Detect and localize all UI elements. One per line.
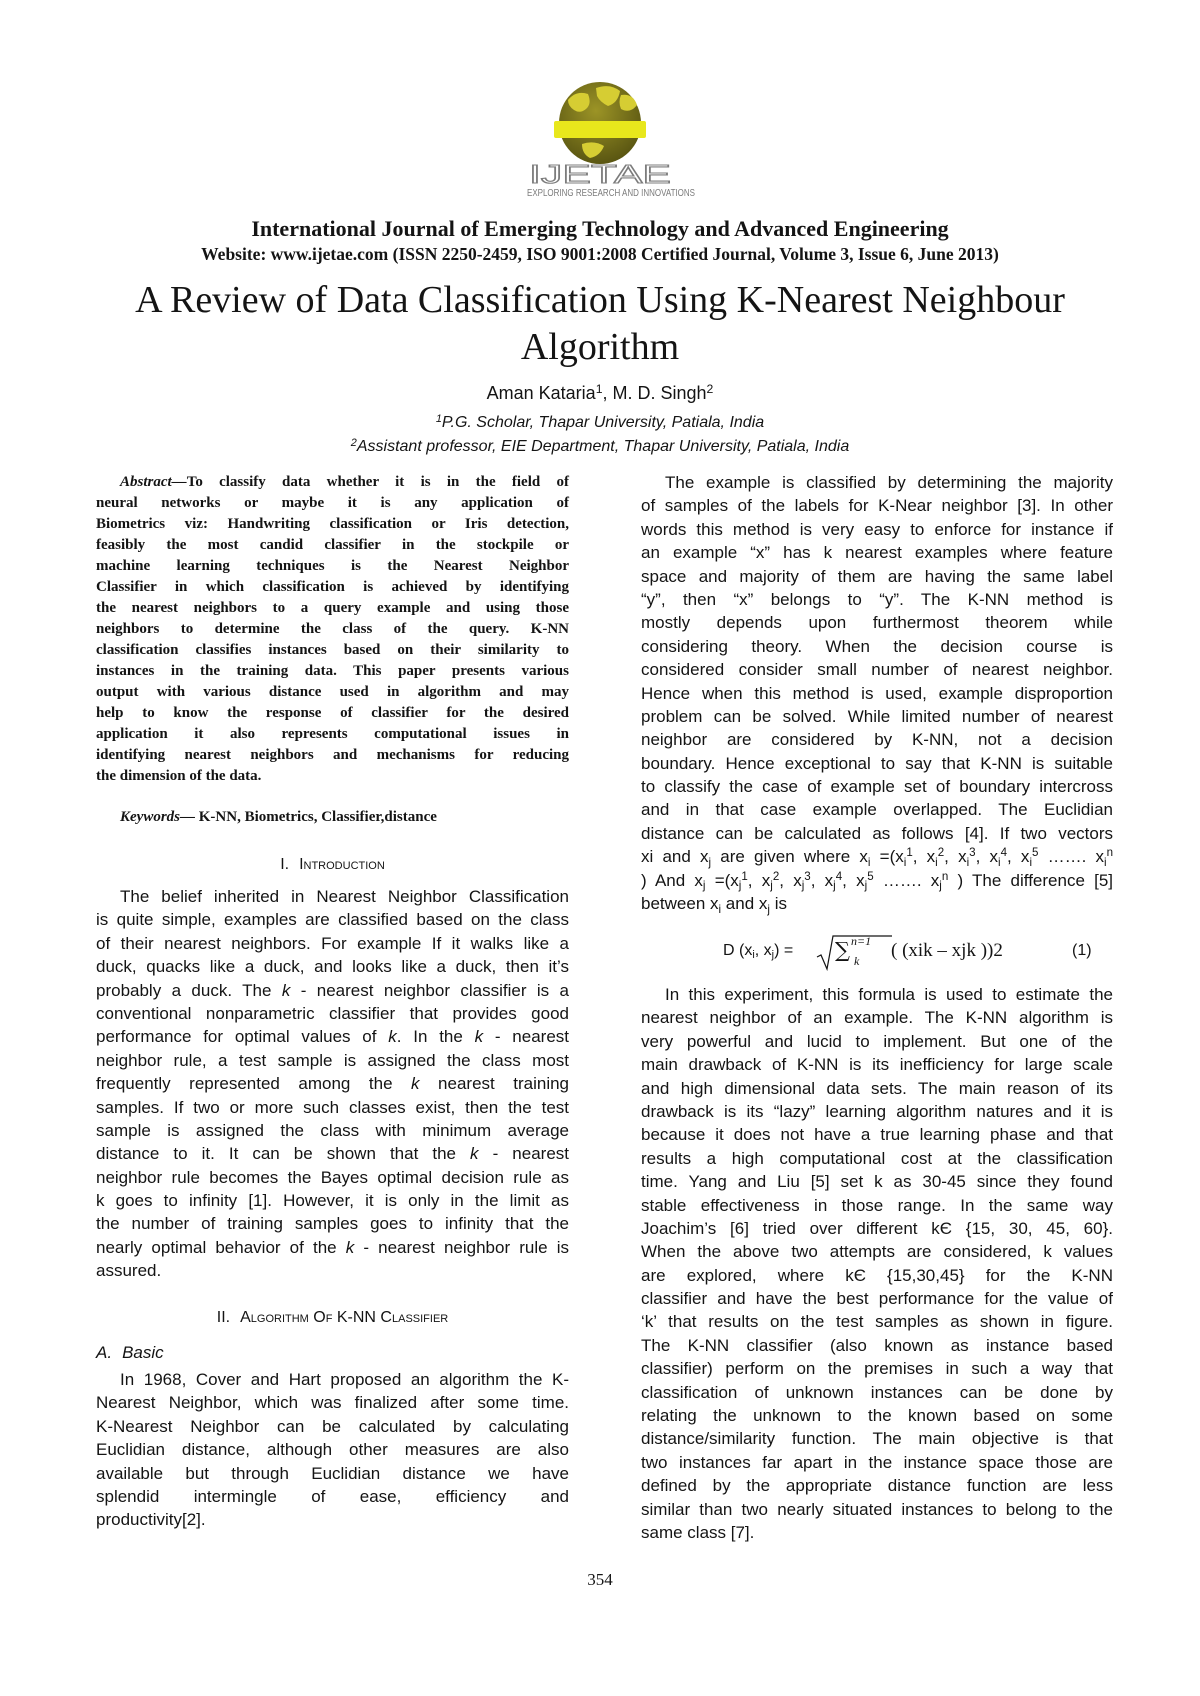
paragraph-line: very powerful and lucid to implement. But one of the: [641, 1031, 1113, 1051]
subscript: j: [833, 880, 836, 893]
subscript: j: [738, 880, 742, 893]
paragraph-line: productivity[2].: [96, 1510, 206, 1530]
subscript: i: [718, 903, 722, 916]
paragraph-line: the number of training samples goes to infinity that the: [96, 1214, 569, 1234]
italic-text: Abstract—: [120, 474, 187, 490]
paragraph-line: distance/similarity function. The main objective is that: [641, 1429, 1113, 1449]
superscript: 2: [350, 436, 357, 449]
equation-rhs: ( (xik – xjk ))2: [891, 940, 1003, 961]
paper-title-line-1: A Review of Data Classification Using K-Nearest Neighbour: [135, 279, 1065, 321]
superscript: 1: [906, 847, 913, 860]
paragraph-line: and in that case example overlapped. The Euclidian: [641, 800, 1113, 820]
paragraph-line: distance can be calculated as follows [4]. If two vectors: [641, 823, 1113, 843]
abstract-line: Biometrics viz: Handwriting classification or Iris detection,: [96, 516, 569, 532]
paragraph-line: classifier and have the best performance for the value of: [641, 1289, 1113, 1309]
subscript: i: [903, 856, 907, 869]
subscript: i: [1104, 856, 1107, 869]
paragraph-line: distance to it. It can be shown that the k - nearest: [96, 1144, 570, 1164]
logo-band: [554, 121, 646, 138]
sigma-symbol: ∑: [835, 938, 850, 962]
paragraph-line: considering theory. When the decision course is: [641, 636, 1113, 656]
superscript: 2: [772, 870, 780, 883]
paragraph-line: two instances far apart in the instance space those are: [641, 1452, 1113, 1472]
paragraph-line: ‘k’ that results on the test samples as shown in figure.: [641, 1312, 1113, 1332]
superscript: 1: [741, 870, 748, 883]
paragraph-line: The belief inherited in Nearest Neighbor Classification: [120, 887, 569, 906]
paragraph-line: results a high computational cost at the classification: [641, 1148, 1113, 1168]
paragraph-line: sample is assigned the class with minimum average: [96, 1120, 569, 1140]
subscript: i: [867, 856, 871, 869]
paragraph-line: splendid intermingle of ease, efficiency and: [96, 1486, 569, 1506]
paragraph-line: neighbor rule, a test sample is assigned the class most: [96, 1050, 569, 1070]
paragraph-line: an example “x” has k nearest examples where feature: [641, 543, 1113, 563]
paragraph-line: mostly depends upon furthermost theorem while: [641, 613, 1113, 633]
subscript: j: [801, 880, 805, 893]
superscript: 3: [969, 847, 976, 860]
paragraph-line: available but through Euclidian distance we have: [96, 1463, 569, 1483]
sigma-upper-limit: n=1: [851, 934, 872, 948]
superscript: 5: [1032, 847, 1039, 860]
italic-text: k: [345, 1237, 355, 1257]
paragraph-line: frequently represented among the k nearest training: [96, 1074, 570, 1094]
paragraph-line: In this experiment, this formula is used to estimate the: [665, 985, 1113, 1004]
paragraph-line: words this method is very easy to enforce for instance if: [641, 519, 1113, 539]
section-title: Introduction: [299, 856, 385, 873]
journal-title: International Journal of Emerging Technology and Advanced Engineering: [251, 216, 949, 241]
subscript: i: [935, 856, 938, 869]
paragraph-line: defined by the appropriate distance function are less: [641, 1476, 1113, 1496]
paragraph-line: between $x_i$ and $x_j$ is: [641, 894, 787, 916]
paragraph-line: ) And $x_j =(x_j^1$, $x_j^2$, $x_j^3$, $x_j^4$, $x_j^5$ ……. $x_j^n$ ) The difference [5]: [641, 870, 1114, 893]
keywords-line: Keywords— K-NN, Biometrics, Classifier,distance: [120, 809, 437, 825]
subscript: i: [966, 856, 970, 869]
italic-text: k: [281, 980, 291, 1000]
paragraph-line: nearly optimal behavior of the k - nearest neighbor rule is: [96, 1237, 569, 1257]
equation-1: [641, 928, 1113, 974]
affiliation-1: $^1$P.G. Scholar, Thapar University, Patiala, India: [435, 412, 765, 431]
equation-number: (1): [1072, 942, 1092, 959]
paragraph-line: K-Nearest Neighbor can be calculated by calculating: [96, 1416, 569, 1436]
paragraph-line: because it does not have a true learning phase and that: [641, 1125, 1113, 1145]
paper-title-line-2: Algorithm: [520, 326, 680, 368]
basic-paragraph: [96, 1368, 569, 1532]
paragraph-line: performance for optimal values of k. In the k - nearest: [96, 1027, 569, 1047]
paragraph-line: drawback is its “lazy” learning algorithm natures and it is: [641, 1101, 1113, 1121]
abstract: [96, 472, 569, 787]
paragraph-line: space and majority of them are having the same label: [641, 566, 1113, 586]
equation-lhs: D ($x_i$, $x_j$) =: [723, 942, 794, 962]
paragraph-line: neighbor rule becomes the Bayes optimal decision rule as: [96, 1167, 569, 1187]
superscript: 3: [804, 870, 811, 883]
italic-text: k: [388, 1027, 397, 1047]
italic-text: k: [470, 1144, 479, 1164]
abstract-line: identifying nearest neighbors and mechanisms for reducing: [96, 747, 569, 763]
paragraph-line: probably a duck. The k - nearest neighbor classifier is a: [96, 980, 569, 1000]
subscript: j: [708, 856, 712, 869]
paragraph-line: classification of unknown instances can be done by: [641, 1382, 1113, 1402]
logo-wordmark: IJETAE: [529, 159, 671, 189]
paragraph-line: When the above two attempts are considered, k values: [641, 1242, 1113, 1262]
superscript: 1: [435, 412, 442, 425]
superscript: 2: [937, 847, 945, 860]
paragraph-line: Joachim’s [6] tried over different kЄ {15, 30, 45, 60}.: [641, 1218, 1113, 1238]
paragraph-line: main drawback of K-NN is its inefficiency for large scale: [641, 1055, 1113, 1075]
page-number: 354: [587, 1570, 613, 1589]
abstract-line: Abstract—To classify data whether it is in the field of: [120, 474, 569, 490]
subscript: j: [770, 880, 773, 893]
paragraph-line: Euclidian distance, although other measures are also: [96, 1440, 569, 1460]
paragraph-line: “y”, then “x” belongs to “y”. The K-NN method is: [641, 589, 1113, 609]
paragraph-line: The K-NN classifier (also known as instance based: [641, 1335, 1113, 1355]
superscript: 4: [1000, 847, 1008, 860]
abstract-line: neighbors to determine the class of the query. K-NN: [96, 621, 569, 637]
introduction-paragraph: [96, 885, 569, 1283]
subscript: j: [767, 903, 770, 916]
superscript: n: [941, 870, 949, 883]
paragraph-line: Hence when this method is used, example disproportion: [641, 683, 1113, 703]
paragraph-line: time. Yang and Liu [5] set k as 30-45 since they found: [641, 1172, 1113, 1192]
paragraph-line: are explored, where kЄ {15,30,45} for the K-NN: [641, 1265, 1113, 1285]
paragraph-line: problem can be solved. While limited number of nearest: [641, 706, 1113, 726]
abstract-line: classification classifies instances based on their similarity to: [96, 642, 569, 658]
paragraph-line: relating the unknown to the known based on some: [641, 1406, 1113, 1426]
paragraph-line: considered consider small number of nearest neighbor.: [641, 660, 1113, 680]
abstract-line: neural networks or maybe it is any application of: [96, 495, 569, 511]
paragraph-line: classifier) perform on the premises in such a way that: [641, 1359, 1113, 1379]
subsection-label: A.: [96, 1343, 113, 1362]
subscript: i: [998, 856, 1001, 869]
paragraph-line: assured.: [96, 1261, 162, 1281]
paragraph-line: xi and $x_j$ are given where $x_i =(x_i^1$, $x_i^2$, $x_i^3$, $x_i^4$, $x_i^5$ ……. $x_i^n$: [641, 847, 1114, 869]
author-list: Aman Kataria$^1$, M. D. Singh$^2$: [486, 381, 714, 403]
superscript: 4: [835, 870, 843, 883]
paragraph-line: stable effectiveness in those range. In the same way: [641, 1195, 1113, 1215]
superscript: n: [1106, 847, 1114, 860]
abstract-line: help to know the response of classifier for the desired: [96, 705, 569, 721]
italic-text: k: [474, 1027, 484, 1047]
abstract-line: instances in the training data. This paper presents various: [96, 663, 569, 679]
paragraph-line: of samples of the labels for K-Near neighbor [3]. In other: [641, 496, 1113, 516]
logo-tagline: EXPLORING RESEARCH AND INNOVATIONS: [527, 187, 695, 199]
paragraph-line: In 1968, Cover and Hart proposed an algorithm the K-: [120, 1370, 569, 1389]
abstract-line: Classifier in which classification is achieved by identifying: [96, 579, 569, 595]
paragraph-line: similar than two nearly situated instances to belong to the: [641, 1499, 1113, 1519]
journal-logo: [500, 78, 700, 202]
affiliation-2: $^2$Assistant professor, EIE Department, Thapar University, Patiala, India: [350, 436, 850, 455]
paragraph-line: neighbor are considered by K-NN, not a decision: [641, 730, 1113, 750]
superscript: 1: [595, 381, 603, 396]
italic-text: Keywords—: [120, 809, 195, 825]
subsection-title: Basic: [122, 1343, 164, 1362]
section-heading-introduction: [96, 854, 569, 876]
italic-text: k: [411, 1074, 420, 1094]
subscript: i: [1029, 856, 1033, 869]
sigma-lower-limit: k: [854, 954, 860, 968]
subscript: i: [752, 949, 755, 962]
subsection-heading-basic: [96, 1342, 164, 1364]
paragraph-line: and high dimensional data sets. The main reason of its: [641, 1078, 1113, 1098]
paragraph-line: k goes to infinity [1]. However, it is only in the limit as: [96, 1191, 569, 1211]
subscript: j: [771, 949, 775, 962]
abstract-line: feasibly the most candid classifier in the stockpile or: [96, 537, 569, 553]
section-title: Algorithm Of K-NN Classifier: [240, 1309, 449, 1326]
abstract-line: machine learning techniques is the Nearest Neighbor: [96, 558, 569, 574]
abstract-line: output with various distance used in algorithm and may: [96, 684, 569, 700]
paragraph-line: boundary. Hence exceptional to say that K-NN is suitable: [641, 753, 1113, 773]
paragraph-line: Nearest Neighbor, which was finalized after some time.: [96, 1393, 569, 1413]
paragraph-line: is quite simple, examples are classified based on the class: [96, 910, 569, 930]
paragraph-line: of their nearest neighbors. For example If it walks like a: [96, 933, 569, 953]
abstract-line: the dimension of the data.: [96, 768, 262, 784]
journal-info: Website: www.ijetae.com (ISSN 2250-2459, ISO 9001:2008 Certified Journal, Volume 3, Issue 6, June 2013): [201, 244, 999, 264]
subscript: j: [864, 880, 868, 893]
paragraph-line: same class [7].: [641, 1522, 755, 1542]
paragraph-line: conventional nonparametric classifier that provides good: [96, 1003, 569, 1023]
section-heading-algorithm: [96, 1307, 569, 1329]
knn-description-paragraph: [641, 471, 1113, 915]
abstract-line: the nearest neighbors to a query example and using those: [96, 600, 569, 616]
paragraph-line: to classify the case of example set of boundary intercross: [641, 777, 1113, 797]
paragraph-line: duck, quacks like a duck, and looks like a duck, then it’s: [96, 957, 569, 977]
paragraph-line: samples. If two or more such classes exist, then the test: [96, 1097, 569, 1117]
superscript: 2: [706, 381, 714, 396]
subscript: j: [939, 880, 942, 893]
experiment-paragraph: [641, 983, 1113, 1544]
paragraph-line: nearest neighbor of an example. The K-NN algorithm is: [641, 1008, 1113, 1028]
section-number: II.: [216, 1309, 231, 1326]
keywords: [96, 807, 569, 828]
paragraph-line: The example is classified by determining the majority: [665, 473, 1113, 492]
subscript: j: [702, 880, 706, 893]
section-number: I.: [280, 856, 290, 873]
abstract-line: application it also represents computational issues in: [96, 726, 569, 742]
superscript: 5: [867, 870, 874, 883]
